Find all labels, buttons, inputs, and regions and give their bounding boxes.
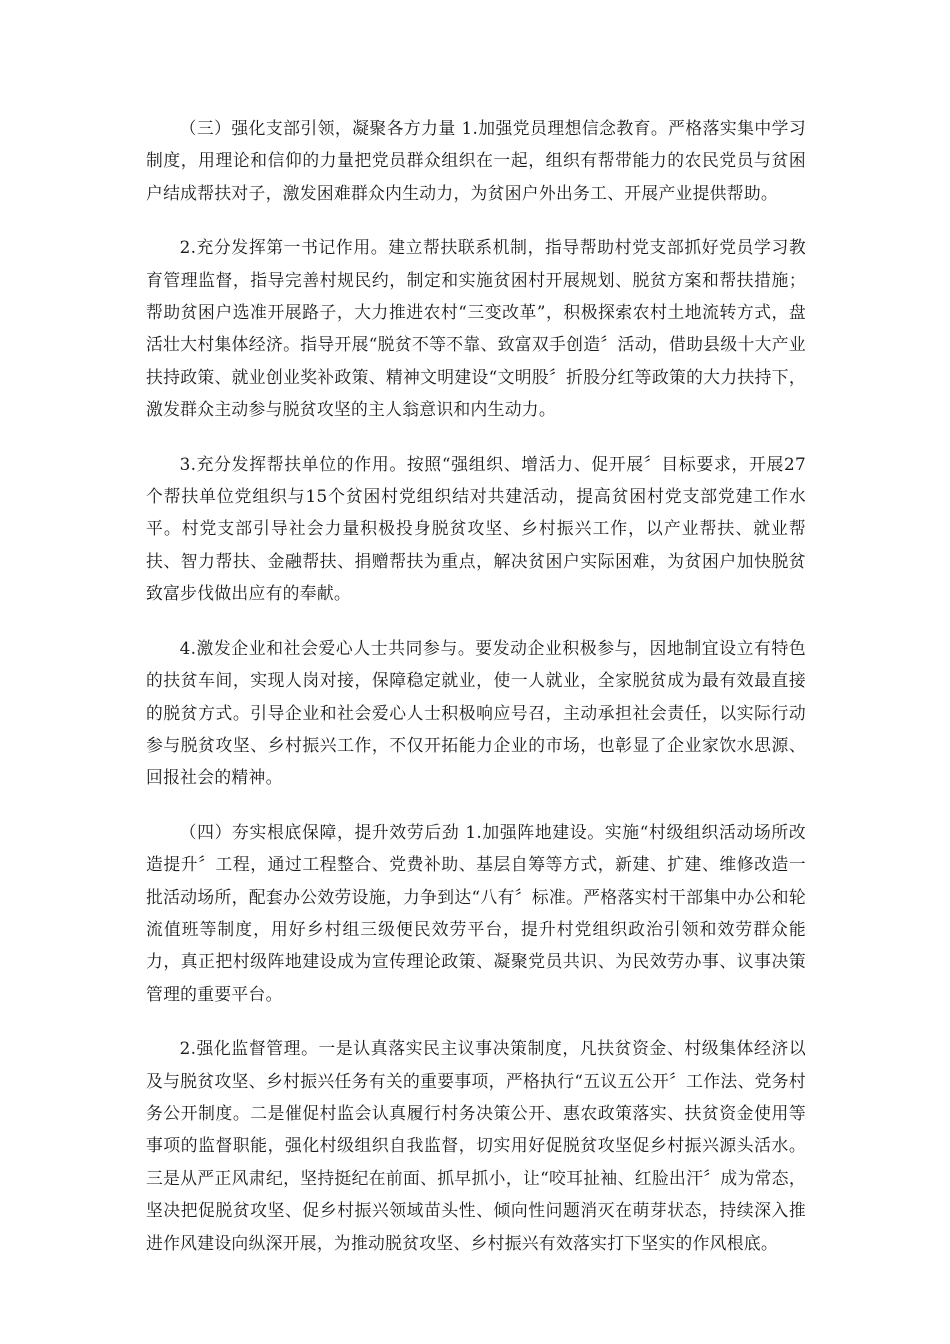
paragraph-item-2-supervision: 2.强化监督管理。一是认真落实民主议事决策制度，凡扶贫资金、村级集体经济以及与脱贫攻坚、乡村振兴任务有关的重要事项，严格执行“五议五公开〞工作法、党务村务公开制度。二是催促村监会认真履行村务决策公开、惠农政策落实、扶贫资金使用等事项的监督职能，强化村级组织自我监督，切实用好促脱贫攻坚促乡村振兴源头活水。三是从严正风肃纪，坚持挺纪在前面、抓早抓小，让“咬耳扯袖、红脸出汗〞成为常态，坚决把促脱贫攻坚、促乡村振兴领域苗头性、倾向性问题消灭在萌芽状态，持续深入推进作风建设向纵深开展，为推动脱贫攻坚、乡村振兴有效落实打下坚实的作风根底。 — [146, 1038, 806, 1253]
paragraph-item-4-enterprises: 4.激发企业和社会爱心人士共同参与。要发动企业积极参与，因地制宜设立有特色的扶贫车间，实现人岗对接，保障稳定就业，使一人就业，全家脱贫成为最有效最直接的脱贫方式。引导企业和社会爱心人士积极响应号召，主动承担社会责任，以实际行动参与脱贫攻坚、乡村振兴工作，不仅开拓能力企业的市场，也彰显了企业家饮水思源、回报社会的精神。 — [146, 637, 806, 788]
paragraph-section-four-item-1: （四）夯实根底保障，提升效劳后劲 1.加强阵地建设。实施“村级组织活动场所改造提升〞工程，通过工程整合、党费补助、基层自筹等方式，新建、扩建、维修改造一批活动场所，配套办公效劳设施，力争到达“八有〞标准。严格落实村干部集中办公和轮流值班等制度，用好乡村组三级便民效劳平台，提升村党组织政治引领和效劳群众能力，真正把村级阵地建设成为宣传理论政策、凝聚党员共识、为民效劳办事、议事决策管理的重要平台。 — [146, 821, 806, 1004]
paragraph-section-three-item-1: （三）强化支部引领，凝聚各方力量 1.加强党员理想信念教育。严格落实集中学习制度，用理论和信仰的力量把党员群众组织在一起，组织有帮带能力的农民党员与贫困户结成帮扶对子，激发困难群众内生动力，为贫困户外出务工、开展产业提供帮助。 — [146, 118, 806, 203]
document-body — [146, 112, 806, 1281]
paragraph-item-2-first-secretary: 2.充分发挥第一书记作用。建立帮扶联系机制，指导帮助村党支部抓好党员学习教育管理监督，指导完善村规民约，制定和实施贫困村开展规划、脱贫方案和帮扶措施；帮助贫困户选准开展路子，大力推进农村“三变改革”，积极探索农村土地流转方式，盘活壮大村集体经济。指导开展“脱贫不等不靠、致富双手创造〞活动，借助县级十大产业扶持政策、就业创业奖补政策、精神文明建设“文明股〞折股分红等政策的大力扶持下，激发群众主动参与脱贫攻坚的主人翁意识和内生动力。 — [146, 237, 806, 420]
paragraph-item-3-assistance-units: 3.充分发挥帮扶单位的作用。按照“强组织、增活力、促开展〞目标要求，开展27个帮扶单位党组织与15个贫困村党组织结对共建活动，提高贫困村党支部党建工作水平。村党支部引导社会力量积极投身脱贫攻坚、乡村振兴工作，以产业帮扶、就业帮扶、智力帮扶、金融帮扶、捐赠帮扶为重点，解决贫困户实际困难，为贫困户加快脱贫致富步伐做出应有的奉献。 — [146, 453, 806, 604]
